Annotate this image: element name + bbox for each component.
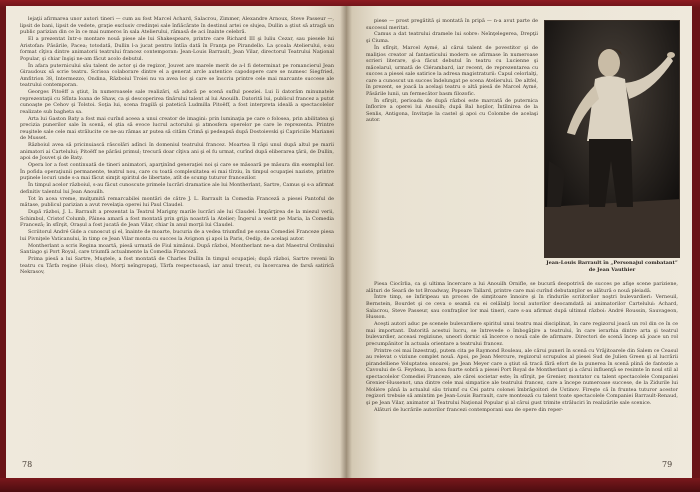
book-gutter-shadow (340, 6, 352, 478)
paragraph: Alături de lucrările autorilor francezi contemporani sau de opere din reper- (374, 406, 564, 413)
paragraph: Printre cei mai înzestraţi, putem cita pe Raymond Rouleau, ale cărui puneri în scenă cu Vrăjitoarele din Salem ce Ceasul au relevat o viziune complet nouă. Apoi, pe Jean Mercure, regizorul scrupulos al piesei Sud de Julien Green şi al lucrării pirandelliene Voluptatea onoarei; pe Jean Meyer care a ştiut să tracă fără efort de la punerea în scenă plină de fantezie a Cavoului de G. Feydeau, la acea foarte sobră a piesei Port Royal de Montherlant şi a cărui influenţă se resimte în noul stil al spectacolelor Comediei Franceze, ale cărei societar este; în sfîrşit, pe Grenier, montator cu talent spectacolele Companiei Grenier-Hussenot, una dintre cele mai simpatice ale teatrului francez, care a începe numeroase succese, de la Zidurile lui Molière până la actualul său triumf cu Cei patru colonei îmbrăgoitori de Ustinov. Fireşte că în fruntea tuturor acestor regizori trebuie să amintim pe Jean-Louis Barrault, care montează cu talent toate spectacolele Companiei Barrault-Renaud, şi pe Jean Vilar, animator al Teatrului Naţional Popular şi al cărui gust trimite străluciri în realizările sale scenice. (366, 347, 678, 407)
actor-photograph (544, 20, 680, 258)
paragraph: În afara puternicului său talent de actor şi de regizor, Jouvet are marele merit de a-l fi determinat pe romancierul Jean Giraudoux să scrie teatru. Scrisoa colaborare dintre el a generat arcle autentice capodopere care se numesc Siegfried, Amfitrion 38, Intermezzo, Ondina, Războiul Troiei nu va avea loc şi care se înscriu printre cele mai marcante succese ale teatrului contemporan. (20, 62, 334, 89)
right-page-number: 79 (662, 460, 673, 469)
paragraph: Tot în acea vreme, mulţumită remarcabilei montări de către J. L. Barrault la Comedia Franceză a piesei Pantoful de mătase, publicul parizian a avut revelaţia operei lui Paul Claudel. (20, 195, 334, 209)
paragraph: Montherlant a scris Regina moartă, piesă urmată de Fiul nimănui. După război, Montherlant ne-a dat Maestrul Ordinului Santiago şi Port Royal, care triumfă actualmente la Comedia Franceză. (20, 242, 334, 256)
paragraph: Între timp, se înfiripeau un proces de simţitoare înnoire şi în rîndurile scriitorilor noştri bulevardieri: Verneuil, Bernstein, Bourdet şi ce ceva o seamă cu ei celălalţi locul autorilor deocamdată ai animatorilor Cartelului: Achard, Salacrou, Steve Passeur, sau confraţilor lor mai tineri, care s-au afirmat după ultimul război: André Roussin, Sauvageon, Husson. (366, 294, 678, 321)
photograph-caption: Jean-Louis Barrault în „Personajul combatant” de Jean Vauthier (546, 260, 678, 273)
paragraph: În timpul acelor războiul, s-au făcut cunoscute primele lucrări dramatice ale lui Montherlant, Sartre, Camus şi s-a afirmat definitiv talentul lui Jean Anouilh. (20, 182, 334, 195)
paragraph: El a prezentat într-o montare nouă piese ale lui Shakespeare, printre care Richard III şi Iuliu Cezar, sau piesele lui Aristofan: Păsările, Pacea; totodată, Dullin l-a jucat pentru întîia dată în Franţa pe Pirandello. La şcoala Atelierului, s-au format cîţiva dintre animatorii teatrului francez contemporan: Jean-Louis Barrault, Jean Vilar, directorul Teatrului Naţional Popular, şi chiar înşişi ne-am făcut acolo debutul. (20, 36, 334, 62)
left-page-number: 78 (22, 460, 33, 469)
paragraph: Piesa Ciocîrlia, ca şi ultima încercare a lui Anouilh Ornifle, se bucură deopotrivă de succes pe afişe scene pariziene, alături de Seară de tot Broadway, Popoare Tallard, printre care mai curînd debutanţilor se alătură o nouă pleiadă. (366, 281, 678, 294)
paragraph: Georges Pitoëff a ştiut, în numeroasele sale realizări, să aducă pe scenă suflul poeziei. Lui îi datorăm minunatele reprezentaţii cu Sfînta Ioana de Shaw, ca şi descoperirea tînărului talent al lui Anouilh. Datorită lui, publicul francez a putut cunoaşte pe Cehov şi Tolstoi. Soţia lui, scena fragilă şi patetică Ludmilla Pitoëff, a fost interpreta ideală a spectacolelor realizate sub bagheta sa. (20, 89, 334, 115)
paragraph: Arta lui Gaston Baty a fost mai curînd aceea a unui creator de imagini: prin luminaţia pe care o folosea, prin abilitatea şi precizia punerilor sale în scenă, el ştia să evoce lucrul actorului şi atmosfera operelor pe care le reprezenta. Printre reuşitele sale cele mai strălucite ce ne-au rămas ar putea să cităm Crimă şi pedeapsă după Dostoievski şi Capriciile Marianei de Musset. (20, 115, 334, 142)
left-page-body-text (20, 16, 334, 454)
photograph-image (545, 21, 680, 258)
paragraph: După război, J. L. Barrault a prezentat la Teatrul Marigny marile lucrări ale lui Claudel: Împărţirea de la miezul verii, Schimbul, Cristof Columb, Pâinea amară a fost montată prin grija noastră la Atelier; Îngerul a vestit pe Maria, la Comedia Franceză; în sfîrşit, Orașul a fost jucată de Jean Vilar, chiar în anul morţii lui Claudel. (20, 209, 334, 229)
paragraph: În sfîrşit, Marcel Aymé, al cărui talent de povestitor şi de maliţios creator al fantasticului modern se afirmase în numeroase scrieri literare, şi-a făcut debutul în teatru cu Lucienne şi măcelarul, urmată de Clérambard, iar recent, de reprezentarea cu succes a piesei sale satirice la adresa magistraturii: Capul celorlalţi, care a cunoscut un succes îndelungat pe scena Atelierului. De altfel, în prezent, se joacă la acelaşi teatru o altă piesă de Marcel Aymé, Păsările lunii, un fermecător basm filozofic. (366, 44, 538, 97)
paragraph: În sfîrşit, perioada de după război este marcată de puternica înflorire a operei lui Anouilh; după Bal hoţilor, Întîlnirea de la Senlis, Antigona, Invitaţie la castel şi apoi cu Colombe de acelaşi autor. (366, 97, 538, 124)
book-cover-bottom-edge (0, 478, 700, 492)
left-page (6, 6, 346, 478)
paragraph: lejaţii afirmarea unor autori tineri — cum au fost Marcel Achard, Salacrou, Zimmer, Alexandre Arnoux, Steve Passeur —, lipsit de bani, lipsit de vedete, graţie exclusiv credinţei sale înfiăcărate în destinul artei ce slujea, Dullin a ştiut să atragă un public parizian din ce în ce mai numeros în sala Atelierului, rămasă de aci înainte celebră. (20, 16, 334, 36)
paragraph: Războiul avea să pricinuiască răscolări adînci în domeniul teatrului francez. Moartea îl răpi unul după altul pe marii animatori ai Cartelului; Pitoëff ne părăsi primul; trecură doar cîţiva ani şi el fu urmat, curînd după eliberarea ţării, de Dullin, apoi de Jouvet şi de Baty. (20, 142, 334, 162)
paragraph: Aceşti autori aduc pe scenele bulevardiere spiritul unui teatru mai disciplinat, în care regizorul joacă un rol din ce în ce mai important. Datorită acestui lucru, se întrevede o îmbogăţire a teatrului, în care ierarhia dintre arta şi teatrul bulevardier, acceasi regiziune, uneori dornic să încerce o nouă cale de afirmare. Directori de scenă încep să joace un rol precumpănitor în actuala orientare a teatrului francez. (366, 321, 678, 347)
paragraph: Opera lor a fost continuată de tineri animatori, aparţinînd generaţiei noi şi care se măsoară pe măsura din exemplul lor. În pofida operaţiunii permanente, teatrul nou, care cu toată complexitatea ei mai tîrziu, în timpul ocupaţiei naziste, printre puţinele locuri unde s-a mai făcut simţit spiritul de libertate, atît de scump tuturor francezilor. (20, 162, 334, 182)
paragraph: Prima piesă a lui Sartre, Muştele, a fost montată de Charles Dullin în timpul ocupaţiei; după război, Sartre reveni în teatru cu Târfa reşine (Huis clos), Morţi neîngropaţi, Târfa respectuoasă, iar anul trecut, cu încercarea de farsă satirică Nekrasov, (20, 256, 334, 276)
right-page (346, 6, 692, 478)
paragraph: piese — prost pregătită şi montată în pripă — n-a avut parte de succesul meritat. (366, 18, 538, 31)
paragraph: Scriitorul André Gide a cunoscut şi el, înainte de moarte, bucuria de a vedea triumfînd pe scena Comediei Franceze piesa lui Pivniţele Vaticanului, în timp ce Jean Vilar monta cu succes la Avignon şi apoi la Paris, Oedip, de acelaşi autor. (20, 229, 334, 242)
right-page-narrow-column (366, 18, 538, 280)
right-page-full-column (366, 281, 678, 457)
paragraph: Camus a dat teatrului dramele lui sobre: Neînţelegerea, Drepţii şi Ciuma. (366, 31, 538, 45)
